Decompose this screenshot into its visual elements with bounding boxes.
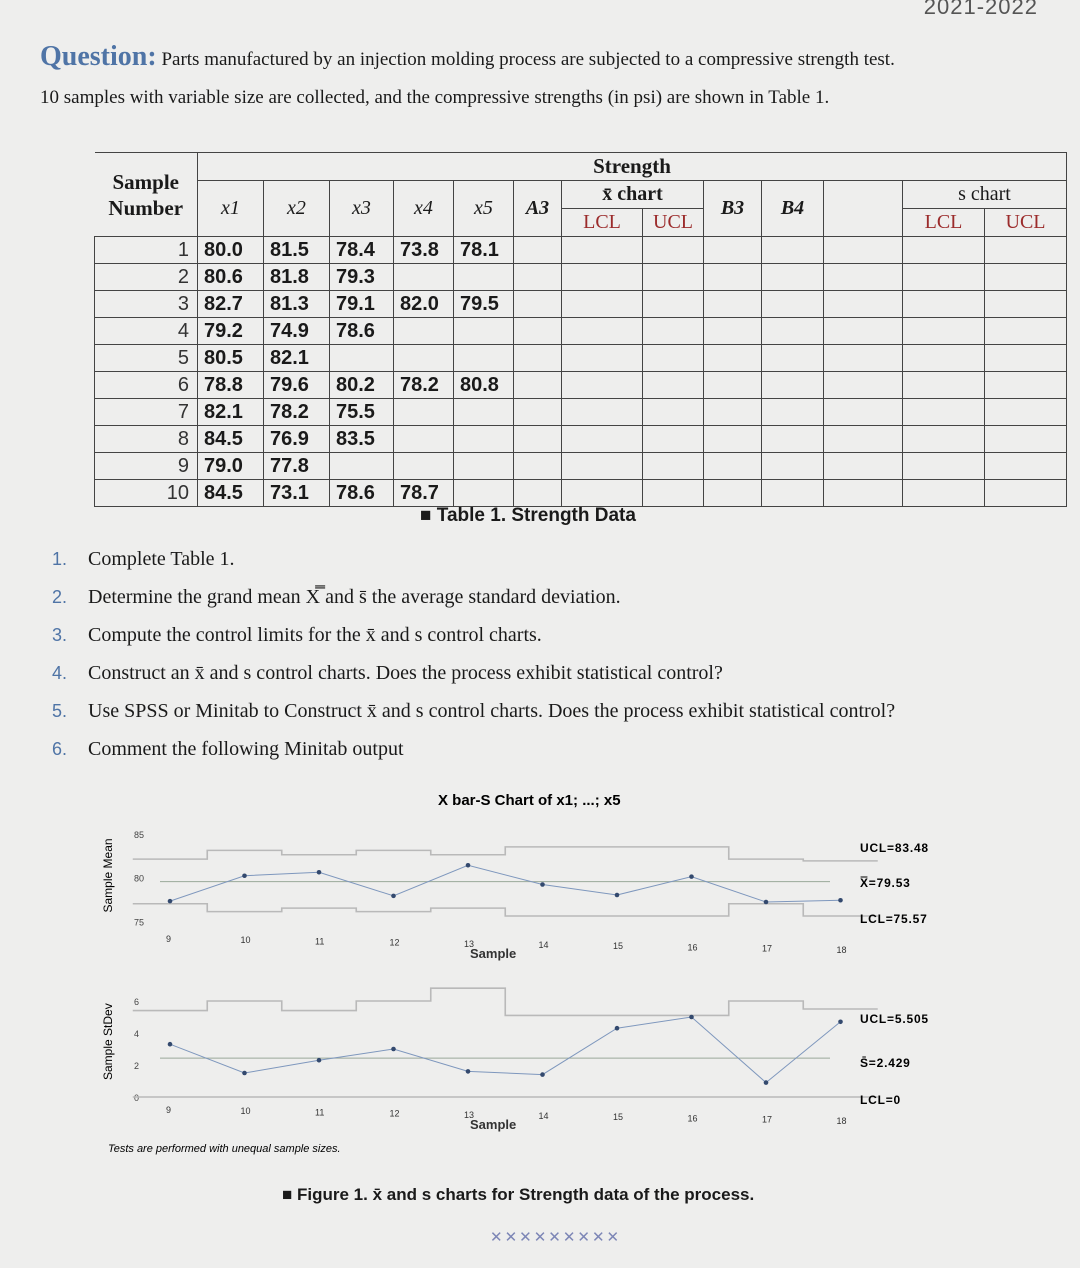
x-tick-label-mean: 13 xyxy=(464,938,475,949)
task-item: 3. Compute the control limits for the x̄ and s control charts. xyxy=(52,624,542,646)
data-point-stdev xyxy=(764,1080,769,1085)
empty-cell xyxy=(704,372,762,399)
question-label: Question: xyxy=(40,41,157,72)
empty-cell xyxy=(762,453,824,480)
strength-value: 80.0 xyxy=(198,237,264,264)
y-tick-label-stdev: 0 xyxy=(134,1093,140,1103)
strength-value xyxy=(454,345,514,372)
x-tick-label-stdev: 18 xyxy=(836,1115,847,1126)
col-x5: x5 xyxy=(454,181,514,237)
center-value-label-mean: X̿=79.53 xyxy=(860,876,911,890)
series-line-mean xyxy=(170,865,841,902)
strength-value: 75.5 xyxy=(330,399,394,426)
empty-cell xyxy=(762,237,824,264)
sample-number: 7 xyxy=(95,399,198,426)
empty-cell xyxy=(643,426,704,453)
strength-value: 84.5 xyxy=(198,480,264,507)
empty-cell xyxy=(704,453,762,480)
strength-value: 79.0 xyxy=(198,453,264,480)
table-row xyxy=(95,453,1067,480)
empty-cell xyxy=(903,399,985,426)
sample-number: 8 xyxy=(95,426,198,453)
ucl-value-label-stdev: UCL=5.505 xyxy=(860,1012,929,1026)
empty-cell xyxy=(824,318,903,345)
empty-cell xyxy=(562,291,643,318)
empty-cell xyxy=(824,264,903,291)
data-point-mean xyxy=(764,900,769,905)
table-row xyxy=(95,291,1067,318)
ucl-value-label-mean: UCL=83.48 xyxy=(860,841,929,855)
strength-value xyxy=(454,426,514,453)
chart-title: X bar-S Chart of x1; ...; x5 xyxy=(438,792,621,809)
strength-value: 84.5 xyxy=(198,426,264,453)
empty-cell xyxy=(762,399,824,426)
data-point-stdev xyxy=(540,1072,545,1077)
empty-cell xyxy=(514,480,562,507)
empty-cell xyxy=(562,399,643,426)
strength-value: 78.2 xyxy=(394,372,454,399)
empty-cell xyxy=(903,264,985,291)
sample-number: 3 xyxy=(95,291,198,318)
strength-value: 78.6 xyxy=(330,480,394,507)
empty-cell xyxy=(562,480,643,507)
series-line-stdev xyxy=(170,1017,841,1083)
strength-header: Strength xyxy=(198,153,1067,181)
empty-cell xyxy=(514,345,562,372)
strength-value: 80.5 xyxy=(198,345,264,372)
col-s-chart: s chart xyxy=(903,181,1067,209)
col-x3: x3 xyxy=(330,181,394,237)
x-tick-label-mean: 14 xyxy=(538,940,549,950)
strength-value: 78.6 xyxy=(330,318,394,345)
empty-cell xyxy=(562,372,643,399)
empty-cell xyxy=(903,372,985,399)
empty-cell xyxy=(643,480,704,507)
strength-value xyxy=(394,318,454,345)
strength-value: 74.9 xyxy=(264,318,330,345)
sample-number: 6 xyxy=(95,372,198,399)
strength-value: 73.1 xyxy=(264,480,330,507)
sample-number: 4 xyxy=(95,318,198,345)
col-xbar-lcl: LCL xyxy=(562,209,643,237)
strength-value xyxy=(454,318,514,345)
table-row xyxy=(95,426,1067,453)
empty-cell xyxy=(643,318,704,345)
data-point-mean xyxy=(168,899,173,904)
x-tick-label-stdev: 11 xyxy=(315,1107,325,1118)
strength-value: 76.9 xyxy=(264,426,330,453)
empty-cell xyxy=(704,480,762,507)
empty-cell xyxy=(985,237,1067,264)
strength-value: 82.1 xyxy=(264,345,330,372)
strength-value: 81.8 xyxy=(264,264,330,291)
empty-cell xyxy=(985,372,1067,399)
data-point-stdev xyxy=(689,1015,694,1020)
footer-stars: ✕✕✕✕✕✕✕✕✕ xyxy=(490,1228,622,1246)
sample-number-header: Sample Number xyxy=(95,153,198,237)
sample-number: 10 xyxy=(95,480,198,507)
empty-cell xyxy=(985,291,1067,318)
empty-cell xyxy=(704,345,762,372)
task-item: 5. Use SPSS or Minitab to Construct x̄ and s control charts. Does the process exhibit statistical control? xyxy=(52,700,896,722)
empty-cell xyxy=(704,426,762,453)
y-tick-label-stdev: 4 xyxy=(134,1029,140,1039)
empty-cell xyxy=(762,264,824,291)
strength-value: 82.1 xyxy=(198,399,264,426)
empty-cell xyxy=(985,399,1067,426)
data-point-stdev xyxy=(242,1071,247,1076)
empty-cell xyxy=(985,426,1067,453)
empty-cell xyxy=(762,291,824,318)
empty-cell xyxy=(985,264,1067,291)
x-tick-label-stdev: 10 xyxy=(240,1106,251,1117)
strength-value: 78.7 xyxy=(394,480,454,507)
strength-value xyxy=(394,399,454,426)
data-point-mean xyxy=(615,893,620,898)
strength-value: 79.6 xyxy=(264,372,330,399)
strength-value xyxy=(394,264,454,291)
empty-cell xyxy=(514,291,562,318)
strength-value: 82.0 xyxy=(394,291,454,318)
table-row xyxy=(95,480,1067,507)
empty-cell xyxy=(562,264,643,291)
table-row xyxy=(95,399,1067,426)
data-point-stdev xyxy=(168,1042,173,1047)
col-x2: x2 xyxy=(264,181,330,237)
empty-cell xyxy=(643,264,704,291)
empty-cell xyxy=(903,453,985,480)
empty-cell xyxy=(562,318,643,345)
table-row xyxy=(95,372,1067,399)
x-tick-label-mean: 18 xyxy=(836,944,847,955)
empty-cell xyxy=(903,480,985,507)
strength-value: 81.5 xyxy=(264,237,330,264)
strength-value: 79.3 xyxy=(330,264,394,291)
y-tick-label-mean: 80 xyxy=(134,873,145,884)
strength-value: 79.1 xyxy=(330,291,394,318)
strength-value xyxy=(454,480,514,507)
empty-cell xyxy=(514,426,562,453)
empty-cell xyxy=(704,264,762,291)
empty-cell xyxy=(903,345,985,372)
col-xbar-ucl: UCL xyxy=(643,209,704,237)
col-x1: x1 xyxy=(198,181,264,237)
empty-cell xyxy=(824,291,903,318)
col-s-ucl: UCL xyxy=(985,209,1067,237)
table-row xyxy=(95,345,1067,372)
sample-number: 9 xyxy=(95,453,198,480)
x-tick-label-mean: 12 xyxy=(389,937,400,948)
data-point-stdev xyxy=(317,1058,322,1063)
sample-number: 2 xyxy=(95,264,198,291)
strength-value xyxy=(330,453,394,480)
empty-cell xyxy=(643,345,704,372)
task-item: 2. Determine the grand mean X̿ and s̄ the average standard deviation. xyxy=(52,586,621,608)
empty-cell xyxy=(514,453,562,480)
chart-svg xyxy=(90,780,990,1170)
empty-cell xyxy=(514,399,562,426)
strength-value: 80.6 xyxy=(198,264,264,291)
y-tick-label-mean: 85 xyxy=(134,829,145,840)
strength-value xyxy=(394,345,454,372)
empty-cell xyxy=(903,318,985,345)
data-point-mean xyxy=(466,863,471,868)
strength-value xyxy=(330,345,394,372)
empty-cell xyxy=(562,345,643,372)
strength-value: 78.2 xyxy=(264,399,330,426)
data-point-mean xyxy=(540,882,545,887)
empty-cell xyxy=(824,480,903,507)
empty-cell xyxy=(824,345,903,372)
task-item: 4. Construct an x̄ and s control charts. Does the process exhibit statistical control? xyxy=(52,662,723,684)
x-tick-label-stdev: 12 xyxy=(389,1108,400,1119)
empty-cell xyxy=(643,372,704,399)
empty-cell xyxy=(762,318,824,345)
year-label: 2021-2022 xyxy=(923,0,1038,19)
y-tick-label-mean: 75 xyxy=(134,917,145,928)
empty-cell xyxy=(985,480,1067,507)
empty-cell xyxy=(985,345,1067,372)
strength-value: 81.3 xyxy=(264,291,330,318)
strength-value: 73.8 xyxy=(394,237,454,264)
y-tick-label-stdev: 2 xyxy=(134,1061,140,1071)
xlabel-mean: Sample xyxy=(470,946,517,961)
col-b4: B4 xyxy=(762,181,824,237)
data-point-stdev xyxy=(466,1069,471,1074)
empty-cell xyxy=(903,237,985,264)
task-list xyxy=(52,540,895,768)
strength-value: 78.1 xyxy=(454,237,514,264)
empty-cell xyxy=(824,372,903,399)
empty-cell xyxy=(762,372,824,399)
chart-note: Tests are performed with unequal sample sizes. xyxy=(108,1143,341,1155)
strength-value: 83.5 xyxy=(330,426,394,453)
col-a3: A3 xyxy=(514,181,562,237)
empty-cell xyxy=(643,237,704,264)
strength-value: 80.2 xyxy=(330,372,394,399)
ylabel-stdev: Sample StDev xyxy=(101,1003,115,1080)
strength-value: 79.2 xyxy=(198,318,264,345)
x-tick-label-mean: 15 xyxy=(613,941,624,952)
empty-cell xyxy=(762,345,824,372)
strength-value xyxy=(454,453,514,480)
xbar-s-chart xyxy=(90,780,990,1175)
table-row xyxy=(95,237,1067,264)
empty-cell xyxy=(985,453,1067,480)
col-s-lcl: LCL xyxy=(903,209,985,237)
data-point-mean xyxy=(391,894,396,899)
question-block xyxy=(40,40,1040,115)
data-point-mean xyxy=(242,873,247,878)
empty-cell xyxy=(824,453,903,480)
center-value-label-stdev: S̄=2.429 xyxy=(860,1056,911,1070)
x-tick-label-mean: 16 xyxy=(687,942,698,953)
empty-cell xyxy=(514,318,562,345)
empty-cell xyxy=(562,453,643,480)
data-point-mean xyxy=(317,870,322,875)
y-tick-label-stdev: 6 xyxy=(134,997,140,1007)
x-tick-label-mean: 10 xyxy=(240,935,251,946)
lcl-value-label-stdev: LCL=0 xyxy=(860,1093,902,1107)
strength-value: 78.4 xyxy=(330,237,394,264)
empty-cell xyxy=(824,426,903,453)
empty-cell xyxy=(562,426,643,453)
x-tick-label-mean: 17 xyxy=(762,943,773,954)
data-point-stdev xyxy=(391,1047,396,1052)
sample-number: 5 xyxy=(95,345,198,372)
task-item: 6. Comment the following Minitab output xyxy=(52,738,404,760)
table-row xyxy=(95,264,1067,291)
strength-value: 80.8 xyxy=(454,372,514,399)
x-tick-label-stdev: 9 xyxy=(166,1105,172,1115)
empty-cell xyxy=(985,318,1067,345)
task-item: 1. Complete Table 1. xyxy=(52,548,235,570)
empty-cell xyxy=(762,426,824,453)
xlabel-stdev: Sample xyxy=(470,1117,517,1132)
empty-cell xyxy=(903,426,985,453)
strength-value xyxy=(394,426,454,453)
empty-cell xyxy=(704,291,762,318)
strength-value: 77.8 xyxy=(264,453,330,480)
empty-cell xyxy=(824,399,903,426)
data-point-mean xyxy=(838,898,843,903)
x-tick-label-stdev: 15 xyxy=(613,1112,624,1123)
strength-table xyxy=(94,152,1067,507)
figure-caption: ■ Figure 1. x̄ and s charts for Strength data of the process. xyxy=(282,1185,755,1204)
empty-cell xyxy=(903,291,985,318)
empty-cell xyxy=(514,237,562,264)
empty-cell xyxy=(704,318,762,345)
strength-value xyxy=(454,264,514,291)
empty-cell xyxy=(514,372,562,399)
table-body xyxy=(95,237,1067,507)
question-line-2: 10 samples with variable size are collected, and the compressive strengths (in psi) are shown in Table 1. xyxy=(40,87,830,108)
empty-cell xyxy=(704,399,762,426)
x-tick-label-stdev: 13 xyxy=(464,1109,475,1120)
col-xbar-chart: x̄ chart xyxy=(562,181,704,209)
strength-value: 82.7 xyxy=(198,291,264,318)
x-tick-label-stdev: 16 xyxy=(687,1113,698,1124)
x-tick-label-mean: 9 xyxy=(166,934,172,944)
data-point-stdev xyxy=(838,1020,843,1025)
ylabel-mean: Sample Mean xyxy=(101,838,115,913)
col-x4: x4 xyxy=(394,181,454,237)
sample-number: 1 xyxy=(95,237,198,264)
strength-value: 79.5 xyxy=(454,291,514,318)
empty-cell xyxy=(762,480,824,507)
empty-cell xyxy=(824,237,903,264)
empty-cell xyxy=(643,453,704,480)
question-line-1: Parts manufactured by an injection molding process are subjected to a compressive strength test. xyxy=(161,49,895,70)
table-row xyxy=(95,318,1067,345)
empty-cell xyxy=(704,237,762,264)
strength-value xyxy=(394,453,454,480)
empty-cell xyxy=(514,264,562,291)
table-caption: ■ Table 1. Strength Data xyxy=(420,505,636,526)
empty-cell xyxy=(643,399,704,426)
ucl-line-stdev xyxy=(133,988,878,1015)
x-tick-label-stdev: 14 xyxy=(538,1111,549,1121)
lcl-value-label-mean: LCL=75.57 xyxy=(860,912,928,926)
strength-value: 78.8 xyxy=(198,372,264,399)
x-tick-label-stdev: 17 xyxy=(762,1114,773,1125)
strength-value xyxy=(454,399,514,426)
col-b3: B3 xyxy=(704,181,762,237)
ucl-line-mean xyxy=(133,847,878,861)
data-point-stdev xyxy=(615,1026,620,1031)
data-point-mean xyxy=(689,874,694,879)
lcl-line-mean xyxy=(133,904,878,916)
x-tick-label-mean: 11 xyxy=(315,936,325,947)
empty-cell xyxy=(643,291,704,318)
empty-cell xyxy=(562,237,643,264)
